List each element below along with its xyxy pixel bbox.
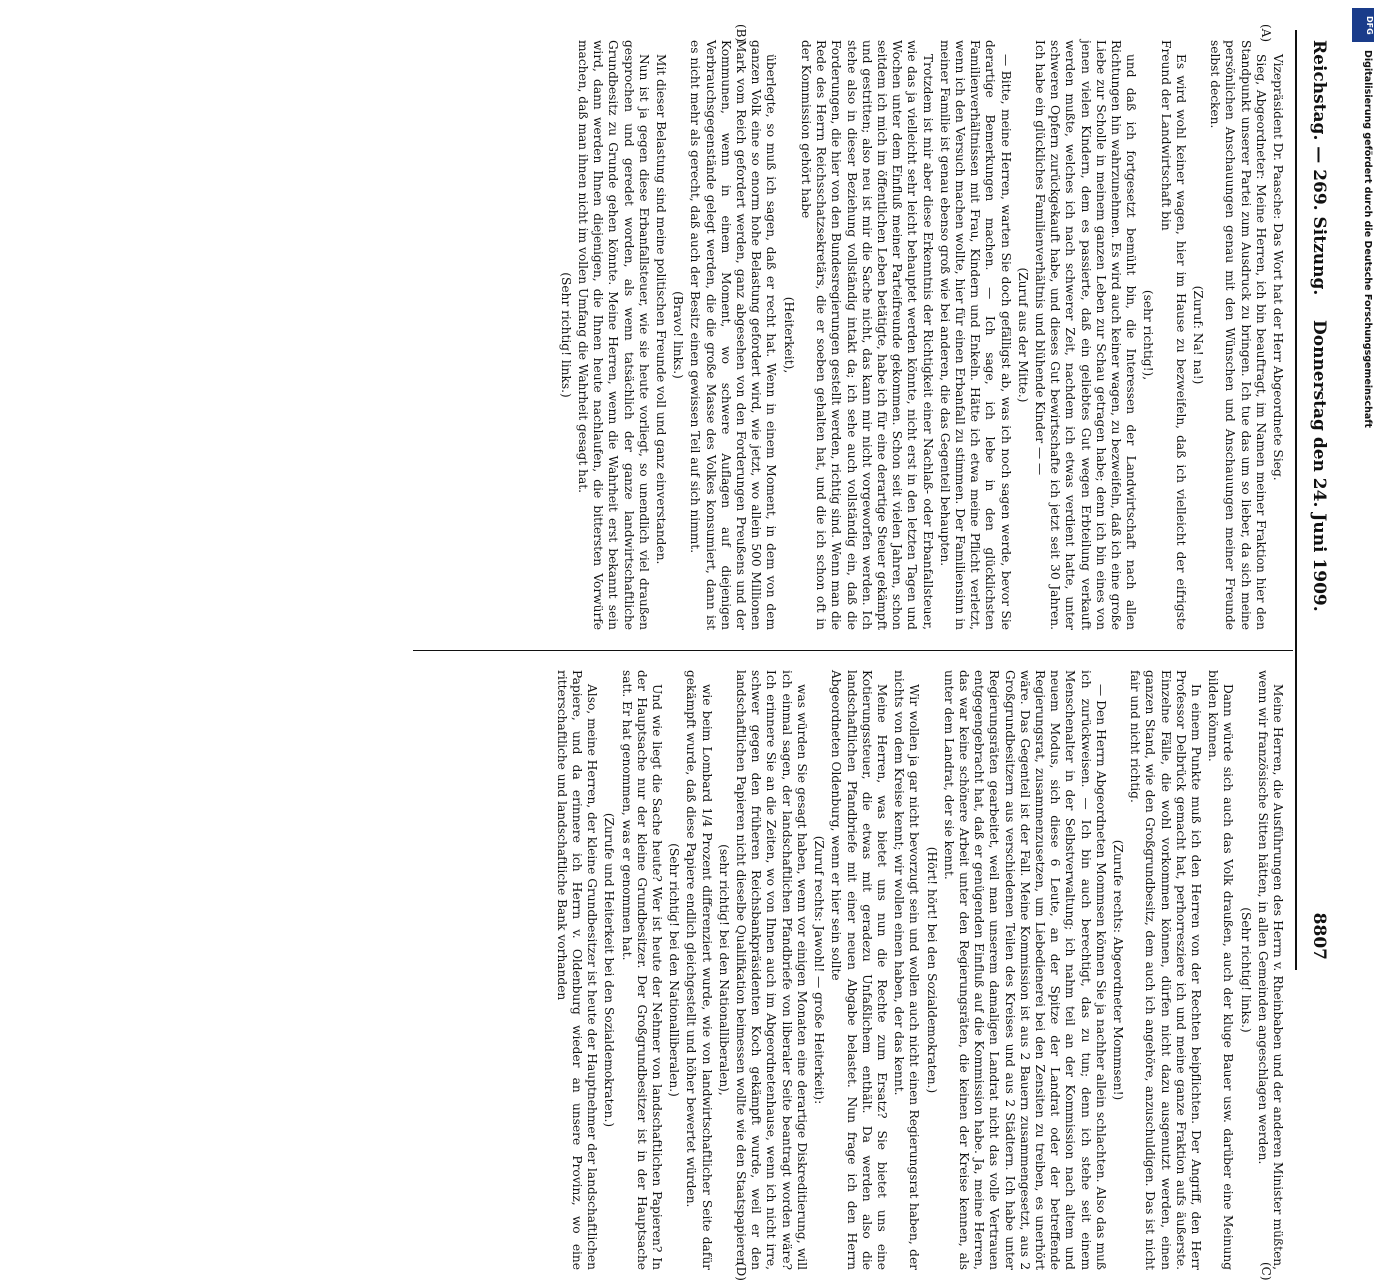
paragraph: Wir wollen ja gar nicht bevorzugt sein und wollen auch nicht einen Regierungsrat haben, der nichts von dem Kreise kennt; wir wollen einen haben, der das kennt. [892, 670, 922, 1270]
paragraph: (Heiterkeit), [781, 296, 796, 374]
paragraph: und daß ich fortgesetzt bemüht bin, die Interessen der Landwirtschaft nach allen Richtungen hin wahrzunehmen. Es wird auch keiner wagen, zu bezweifeln, daß ich eine große Liebe zur Scholle in meinem ganzen Leben zur Schau getragen habe; denn ich bin eines von jenen vielen Kindern, dem es passierte, daß ein geliebtes Gut wegen Erbteilung verkauft werden mußte, welches ich nach schwerer Zeit, nachdem ich etwas verdient hatte, unter schweren Opfern zurückgekauft habe, und dieses Gut bewirtschafte ich jetzt seit 30 Jahren. Ich habe ein glückliches Familienverhältnis und blühende Kinder — — [1032, 40, 1139, 630]
paragraph: Vizepräsident Dr. Paasche: Das Wort hat der Herr Abgeordnete Sieg. [1271, 54, 1285, 481]
left-column [556, 40, 1285, 630]
paragraph: Es wird wohl keiner wagen, hier im Hause zu bezweifeln, daß ich vielleicht der eifrigste Freund der Landwirtschaft bin [1158, 40, 1188, 630]
margin-mark-b: (B) [734, 24, 748, 43]
dfg-logo: DFG [1352, 8, 1374, 42]
page-number: 8807 [1309, 912, 1329, 960]
paragraph: Mit dieser Belastung sind meine politischen Freunde voll und ganz einverstanden. [654, 54, 669, 565]
paragraph: wie beim Lombard 1/4 Prozent differenziert wurde, wie von landwirtschaftlicher Seite dafür gekämpft wurde, daß diese Papiere endlich gleichgestellt und höher bewertet würden. [684, 670, 714, 1270]
column-divider [413, 650, 1293, 651]
header-rule [1295, 30, 1297, 970]
margin-mark-a: (A) [1259, 24, 1273, 43]
paragraph: Sieg, Abgeordneter: Meine Herren, ich bin beauftragt, im Namen meiner Fraktion hier den Standpunkt unserer Partei zum Ausdruck zu bringen. Ich tue das um so lieber, da sich meine persönlichen Anschauungen genau mit den Wünschen und Anschauungen meiner Freunde selbst decken. [1208, 40, 1268, 630]
paragraph: Nun ist ja gegen diese Erbanfallsteuer, wie sie heute vorliegt, so unendlich viel draußen gesprochen und geredet worden, als wenn tatsächlich der ganze landwirtschaftliche Grundbesitz zu Grunde gehen könnte. Meine Herren, wenn die Wahrheit erst bekannt sein wird, dann werden Ihnen diejenigen, die Ihnen heute nachlaufen, die bittersten Vorwürfe machen, daß man ihnen nicht im vollen Umfang die Wahrheit gesagt hat. [576, 40, 651, 630]
paragraph: (Zurufe und Heiterkeit bei den Sozialdemokraten.) [602, 812, 617, 1128]
paragraph: — Den Herrn Abgeordneten Mommsen können Sie ja nachher allein schlachten. Also das muß ich zurückweisen. — Ich bin auch berechtigt, das zu tun; denn ich stehe seit einem Menschenalter in der Selbstverwaltung; ich nahm teil an der Kommission nach altem und neuem Modus, sich diese 6 Leute, an der Spitze der Landrat oder der betreffende Regierungsrat, zusammenzusetzen, um Liebedienerei bei den Zensiten zu treiben, es unerhört wäre. Das Gegenteil ist der Fall. Meine Kommission ist aus 2 Bauern zusammengesetzt, aus 2 Großgrundbesitzern aus verschiedenen Teilen des Kreises und aus 2 Städtern. Ich habe unter Regierungsräten gearbeitet, weil man unserem damaligen Landrat nicht das volle Vertrauen entgegengebracht hat, daß er genügenden Einfluß auf die Kommission habe. Ja, meine Herren, das war keine schönere Arbeit unter den Regierungsräten, die keinen der Kreise kennen, als unter dem Landrat, der sie kennt. [941, 670, 1108, 1270]
paragraph: überlegte, so muß ich sagen, daß er recht hat. Wenn in einem Moment, in dem von dem ganzen Volk eine so enorm hohe Belastung gefordert wird, wie jetzt, wo allein 500 Millionen Mark vom Reich gefordert werden, ganz abgesehen von den Forderungen Preußens und der Kommunen, wenn in einem Moment, wo schwere Auflagen auf diejenigen Verbrauchsgegenstände gelegt werden, die die große Masse des Volkes konsumiert, dann ist es nicht mehr als gerecht, daß auch der Besitz einen gewissen Teil auf sich nimmt. [688, 40, 779, 630]
paragraph: (Hört! hört! bei den Sozialdemokraten.) [924, 846, 939, 1094]
header-center: Donnerstag den 24. Juni 1909. [1309, 320, 1329, 612]
paragraph: (Zuruf: Na! na!) [1190, 285, 1205, 385]
paragraph: — Bitte, meine Herren, warten Sie doch gefälligst ab, was ich noch sagen werde, bevor Sie derartige Bemerkungen machen. — Ich sage, ich lebe in den glücklichsten Familienverhältnissen mit Frau, Kindern und Enkeln. Hätte ich etwa meine Pflicht verletzt, wenn ich den Versuch machen wollte, hier für einen Erbanfall zu stimmen. Der Familiensinn in meiner Familie ist genau ebenso groß wie bei anderen, die das Gegenteil behaupten. [937, 40, 1013, 630]
paragraph: (Sehr richtig! bei den Nationalliberalen.) [667, 843, 682, 1097]
page-header [1299, 30, 1333, 970]
paragraph: (Sehr richtig! links.) [558, 272, 573, 398]
paragraph: (Zurufe rechts: Abgeordneter Mommsen!) [1110, 839, 1125, 1101]
paragraph: Meine Herren, die Ausführungen des Herrn v. Rheinbaben und der anderen Minister müßten, wenn wir französische Sitten hätten, in allen Gemeinden angeschlagen werden. [1255, 670, 1285, 1270]
paragraph: Meine Herren, was bietet uns nun die Rechte zum Ersatz? Sie bietet uns eine Kotierungssteuer, die etwas mit geradezu Unfaßlichem enthält. Da werden also die landschaftlichen Pfandbriefe mit einer neuen Abgabe belastet. Nun frage ich den Herrn Abgeordneten Oldenburg, wenn er hier sein sollte [829, 670, 889, 1270]
paragraph: Also, meine Herren, der kleine Grundbesitzer ist heute der Hauptnehmer der landschaftlichen Papiere, und da erinnere ich Herrn v. Oldenburg wieder an unsere Provinz, wo eine ritterschaftliche und landschaftliche Bank vorhanden [554, 670, 600, 1270]
margin-mark-c: (C) [1259, 1262, 1273, 1281]
paragraph: (Zuruf aus der Mitte.) [1015, 267, 1030, 403]
margin-mark-d: (D) [734, 1262, 748, 1281]
digitization-note: Digitalisierung gefördert durch die Deutsche Forschungsgemeinschaft [1362, 50, 1373, 428]
paragraph: Und wie liegt die Sache heute? Wer ist heute der Nehmer von landschaftlichen Papieren? In der Hauptsache nur der kleine Grundbesitzer. Der Großgrundbesitzer ist in der Hauptsache satt. Er hat genommen, was er genommen hat. [619, 670, 665, 1270]
paragraph: (Sehr richtig! links.) [1238, 907, 1253, 1033]
right-column [552, 670, 1285, 1270]
header-left: Reichstag. — 269. Sitzung. [1309, 40, 1329, 296]
paragraph: Dann würde sich auch das Volk draußen, auch der kluge Bauer usw. darüber eine Meinung bilden können. [1206, 670, 1236, 1270]
paragraph: (sehr richtig! bei den Nationalliberalen), [716, 844, 731, 1096]
paragraph: Trotzdem ist mir aber diese Erkenntnis der Richtigkeit einer Nachlaß- oder Erbanfallsteuer, wie das ja vielleicht sehr leicht behauptet werden könnte, nicht erst in den letzten Tagen und Wochen unter dem Einfluß meiner Parteifreunde gekommen. Schon seit vielen Jahren, schon seitdem ich mich im öffentlichen Leben betätigte, habe ich für eine derartige Steuer gekämpft und gestritten; also neu ist mir die Sache nicht, das kann mir nicht vorgeworfen werden. Ich stehe also in dieser Beziehung vollständig intakt da; ich sehe auch vollständig ein, daß die Forderungen, die hier von den Bundesregierungen gestellt werden, richtig sind. Wenn man die Rede des Herrn Reichsschatzsekretärs, die er soeben gehalten hat, und die ich schon oft in der Kommission gehört habe [798, 40, 935, 630]
rotated-page [73, 24, 1333, 1281]
paragraph: In einem Punkte muß ich den Herren von der Rechten beipflichten. Der Angriff, den Herr Professor Delbrück gemacht hat, perhorresziere ich und meine ganze Fraktion aufs äußerste. Einzelne Fälle, die wohl vorkommen können, dürfen nicht dazu ausgenutzt werden, einen ganzen Stand, wie den Großgrundbesitz, dem auch ich angehöre, anzuschuldigen. Das ist nicht fair und nicht richtig. [1128, 670, 1203, 1270]
paragraph: (sehr richtig!), [1141, 289, 1156, 381]
paragraph: was würden Sie gesagt haben, wenn vor einigen Monaten eine derartige Diskreditierung, will ich einmal sagen, der landschaftlichen Pfandbriefe von liberaler Seite beantragt worden wäre? Ich erinnere Sie an die Zeiten, wo von Ihnen auch im Abgeordnetenhause, wenn ich nicht irre, schwer gegen den früheren Reichsbankpräsidenten Koch gekämpft wurde, weil er den landschaftlichen Papieren nicht dieselbe Qualifikation beimessen wollte wie den Staatspapieren [734, 670, 809, 1270]
paragraph: (Zuruf rechts: Jawohl! — große Heiterkeit): [812, 835, 827, 1105]
paragraph: (Bravo! links.) [671, 291, 686, 379]
